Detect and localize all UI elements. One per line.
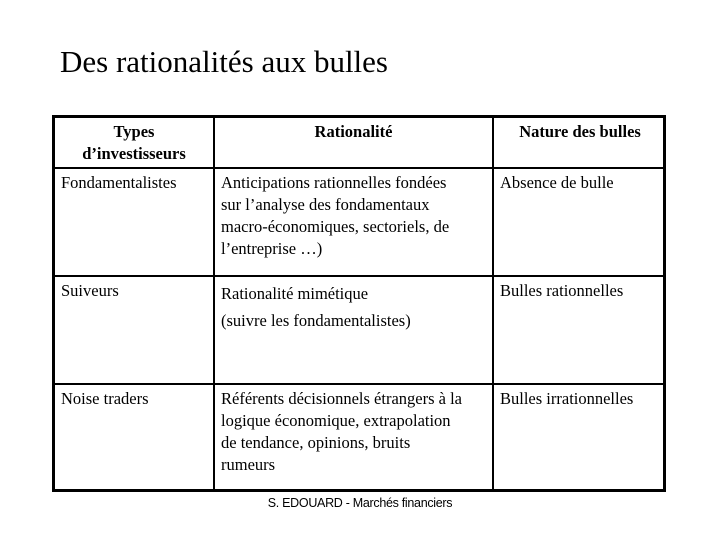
cell-investor-type: Noise traders <box>61 389 149 408</box>
slide-title: Des rationalités aux bulles <box>60 44 388 79</box>
header-rationality: Rationalité <box>314 122 393 141</box>
cell-investor-type: Fondamentalistes <box>61 173 177 192</box>
cell-rationality: Rationalité mimétique (suivre les fondamentalistes) <box>221 284 411 330</box>
row-divider <box>55 275 663 277</box>
row-divider <box>55 383 663 385</box>
slide-footer: S. EDOUARD - Marchés financiers <box>267 496 453 510</box>
cell-investor-type: Suiveurs <box>61 281 119 300</box>
cell-rationality: Référents décisionnels étrangers à la logique économique, extrapolation de tendance, opinions, bruits rumeurs <box>221 389 462 474</box>
header-bubble-nature: Nature des bulles <box>519 122 641 141</box>
cell-bubble-nature: Absence de bulle <box>500 173 614 192</box>
cell-bubble-nature: Bulles irrationnelles <box>500 389 634 408</box>
column-divider <box>492 118 494 489</box>
row-divider <box>55 167 663 169</box>
cell-bubble-nature: Bulles rationnelles <box>500 281 624 300</box>
header-investor-types: Types d’investisseurs <box>82 122 186 163</box>
column-divider <box>213 118 215 489</box>
cell-rationality: Anticipations rationnelles fondées sur l’analyse des fondamentaux macro-économiques, sectoriels, de l’entreprise …) <box>221 173 450 258</box>
bubbles-table <box>52 115 666 492</box>
